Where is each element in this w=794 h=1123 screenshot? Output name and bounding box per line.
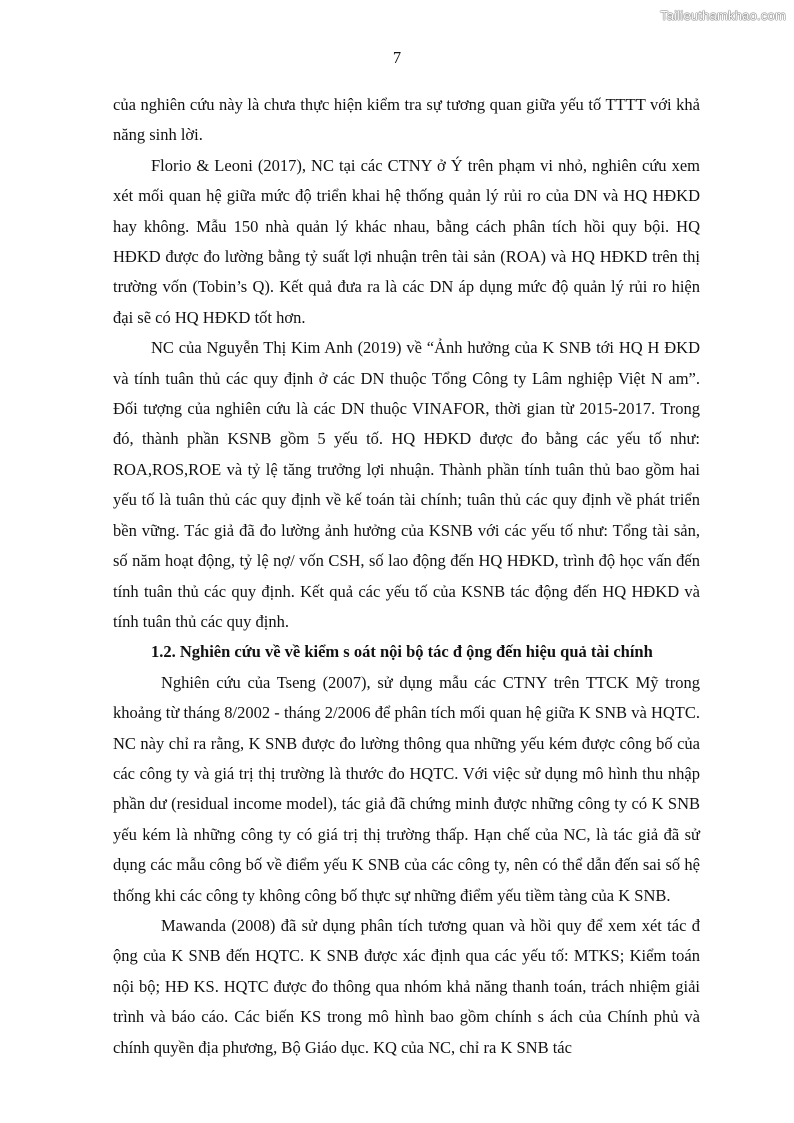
paragraph-nguyen-thi-kim-anh: NC của Nguyễn Thị Kim Anh (2019) về “Ảnh hưởng của K SNB tới HQ H ĐKD và tính tuân thủ các quy định ở các DN thuộc Tổng Công ty Lâm nghiệp Việt N am”. Đối tượng của nghiên cứu là các DN thuộc VINAFOR, thời gian từ 2015-2017. Trong đó, thành phần KSNB gồm 5 yếu tố. HQ HĐKD được đo bằng các yếu tố như: ROA,ROS,ROE và tỷ lệ tăng trưởng lợi nhuận. Thành phần tính tuân thủ bao gồm hai yếu tố là tuân thủ các quy định về kế toán tài chính; tuân thủ các quy định về phát triển bền vững. Tác giả đã đo lường ảnh hưởng của KSNB với các yếu tố như: Tổng tài sản, số năm hoạt động, tỷ lệ nợ/ vốn CSH, số lao động đến HQ HĐKD, trình độ học vấn đến tính tuân thủ các quy định. Kết quả các yếu tố của KSNB tác động đến HQ HĐKD và tính tuân thủ các quy định. [113, 338, 700, 631]
paragraph-mawanda: Mawanda (2008) đã sử dụng phân tích tương quan và hồi quy để xem xét tác đ ộng của K SNB đến HQTC. K SNB được xác định qua các yếu tố: MTKS; Kiểm toán nội bộ; HĐ KS. HQTC được đo thông qua nhóm khả năng thanh toán, trách nhiệm giải trình và báo cáo. Các biến KS trong mô hình bao gồm chính s ách của Chính phủ và chính quyền địa phương, Bộ Giáo dục. KQ của NC, chỉ ra K SNB tác [113, 915, 700, 1057]
page-number: 7 [392, 48, 402, 67]
paragraph-florio-leoni: Florio & Leoni (2017), NC tại các CTNY ở Ý trên phạm vi nhỏ, nghiên cứu xem xét mối quan hệ giữa mức độ triển khai hệ thống quản lý rủi ro của DN và HQ HĐKD hay không. Mẫu 150 nhà quản lý khác nhau, bằng cách phân tích hồi quy bội. HQ HĐKD được đo lường bằng tỷ suất lợi nhuận trên tài sản (ROA) và HQ HĐKD trên thị trường vốn (Tobin’s Q). Kết quả đưa ra là các DN áp dụng mức độ quản lý rủi ro hiện đại sẽ có HQ HĐKD tốt hơn. [113, 155, 700, 327]
document-body [113, 90, 700, 1063]
watermark: Tailieuthamkhao.com [660, 8, 786, 23]
paragraph-continuation: của nghiên cứu này là chưa thực hiện kiểm tra sự tương quan giữa yếu tố TTTT với khả năng sinh lời. [113, 95, 700, 145]
section-heading: 1.2. Nghiên cứu về về kiểm s oát nội bộ tác đ ộng đến hiệu quả tài chính [151, 642, 653, 662]
paragraph-tseng: Nghiên cứu của Tseng (2007), sử dụng mẫu các CTNY trên TTCK Mỹ trong khoảng từ tháng 8/2002 - tháng 2/2006 để phân tích mối quan hệ giữa K SNB và HQTC. NC này chỉ ra rằng, K SNB được đo lường thông qua những yếu kém được công bố của các công ty và giá trị thị trường là thước đo HQTC. Với việc sử dụng mô hình thu nhập phần dư (residual income model), tác giả đã chứng minh được những công ty có K SNB yếu kém là những công ty có giá trị thị trường thấp. Hạn chế của NC, là tác giả đã sử dụng các mẫu công bố về điểm yếu K SNB của các công ty, nên có thể dẫn đến sai số hệ thống khi các công ty không công bố thực sự những điểm yếu tiềm tàng của K SNB. [113, 672, 700, 905]
